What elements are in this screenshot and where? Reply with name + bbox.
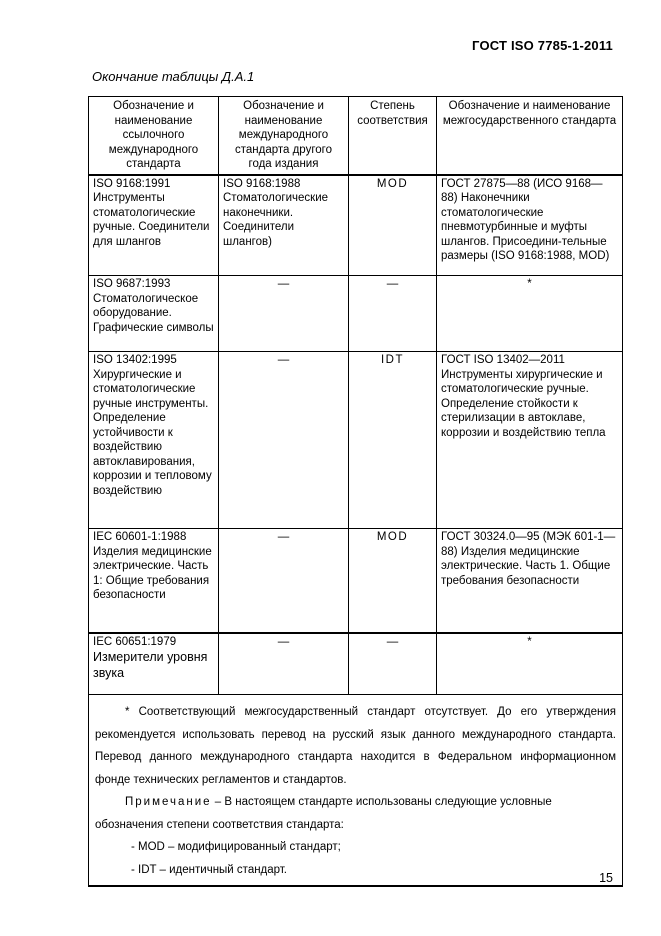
cell-degree: —	[349, 633, 437, 695]
cell-degree: IDT	[349, 352, 437, 529]
cell-other-edition: —	[219, 352, 349, 529]
cell-degree: MOD	[349, 175, 437, 276]
cell-reference-standard: ISO 13402:1995 Хирургические и стоматологические ручные инструменты. Определение устойчивости к воздействию автоклавирования, коррозии и тепловому воздействию	[89, 352, 219, 529]
column-header-reference-standard: Обозначение и наименование ссылочного международного стандарта	[89, 97, 219, 175]
table-row	[89, 276, 623, 352]
cell-reference-standard: ISO 9168:1991 Инструменты стоматологические ручные. Соединители для шлангов	[89, 175, 219, 276]
note-paragraph	[95, 791, 616, 836]
footnote-text: * Соответствующий межгосударственный стандарт отсутствует. До его утверждения рекомендуется использовать перевод на русский язык данного международного стандарта. Перевод данного международного стандарта находится в Федеральном информационном фонде технических регламентов и стандартов.	[95, 706, 616, 786]
cell-reference-standard	[89, 633, 219, 695]
page-number: 15	[599, 871, 613, 885]
references-table	[88, 96, 623, 887]
cell-interstate-standard: *	[437, 633, 623, 695]
cell-other-edition: —	[219, 276, 349, 352]
list-item: - IDT – идентичный стандарт.	[131, 863, 287, 876]
cell-degree: —	[349, 276, 437, 352]
table-row	[89, 352, 623, 529]
notes-row	[89, 695, 623, 887]
column-header-other-edition: Обозначение и наименование международного стандарта другого года издания	[219, 97, 349, 175]
list-item: - MOD – модифицированный стандарт;	[131, 841, 341, 853]
cell-other-edition: —	[219, 529, 349, 633]
column-header-interstate-standard: Обозначение и наименование межгосударственного стандарта	[437, 97, 623, 175]
cell-interstate-standard: ГОСТ 30324.0—95 (МЭК 601-1—88) Изделия медицинские электрические. Часть 1. Общие требования безопасности	[437, 529, 623, 633]
cell-other-edition: ISO 9168:1988 Стоматологические наконечники. Соединители шлангов)	[219, 175, 349, 276]
cell-reference-standard: ISO 9687:1993 Стоматологическое оборудование. Графические символы	[89, 276, 219, 352]
table-caption: Окончание таблицы Д.А.1	[92, 69, 255, 84]
cell-other-edition: —	[219, 633, 349, 695]
cell-interstate-standard: ГОСТ ISO 13402—2011 Инструменты хирургические и стоматологические ручные. Определение стойкости к стерилизации в автоклаве, коррозии и воздействию тепла	[437, 352, 623, 529]
reference-title: Измерители уровня звука	[93, 650, 208, 680]
note-label: Примечание	[125, 796, 212, 808]
table-row	[89, 175, 623, 276]
notes-cell	[89, 695, 623, 887]
table-row	[89, 633, 623, 695]
cell-interstate-standard: *	[437, 276, 623, 352]
standard-code-header: ГОСТ ISO 7785-1-2011	[472, 38, 613, 53]
reference-code: IEC 60651:1979	[93, 635, 177, 648]
note-text: – В настоящем стандарте использованы следующие условные обозначения степени соответствия стандарта:	[95, 796, 552, 831]
cell-reference-standard: IEC 60601-1:1988 Изделия медицинские электрические. Часть 1: Общие требования безопасности	[89, 529, 219, 633]
column-header-degree: Степень соответствия	[349, 97, 437, 175]
cell-interstate-standard: ГОСТ 27875—88 (ИСО 9168—88) Наконечники стоматологические пневмотурбинные и муфты шлангов. Присоедини-тельные размеры (ISO 9168:1988, MOD)	[437, 175, 623, 276]
table-row	[89, 529, 623, 633]
table-header-row	[89, 97, 623, 175]
cell-degree: MOD	[349, 529, 437, 633]
